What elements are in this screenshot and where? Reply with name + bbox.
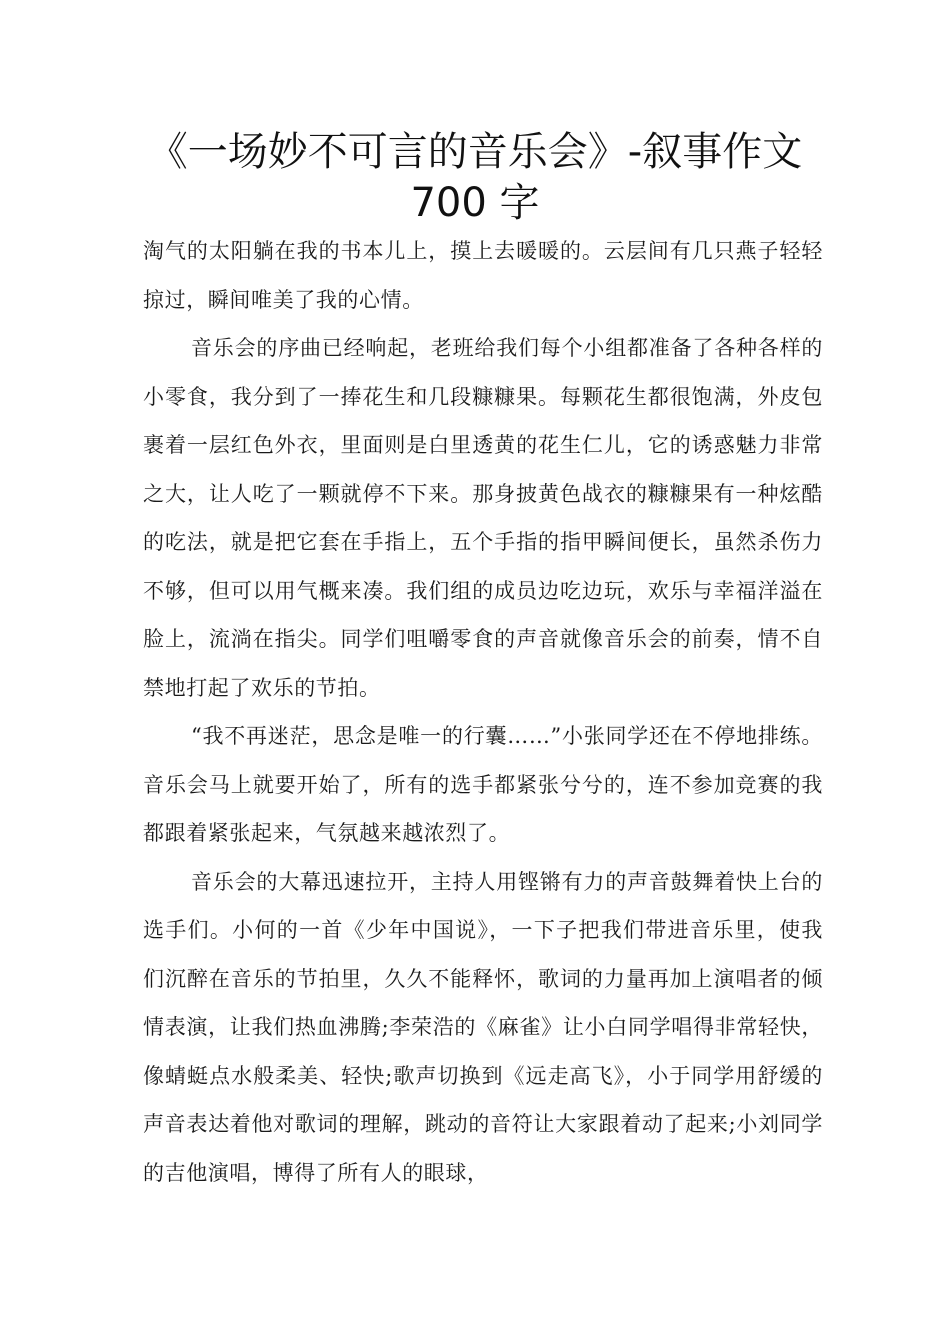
document-title: 《一场妙不可言的音乐会》-叙事作文 xyxy=(147,129,803,175)
document-title-word-count: 700 字 xyxy=(410,180,540,226)
paragraph-4: 音乐会的大幕迅速拉开，主持人用铿锵有力的声音鼓舞着快上台的选手们。小何的一首《少年中国说》，一下子把我们带进音乐里，使我们沉醉在音乐的节拍里，久久不能释怀，歌词的力量再加上演唱者的倾情表演，让我们热血沸腾;李荣浩的《麻雀》让小白同学唱得非常轻快，像蜻蜓点水般柔美、轻快;歌声切换到《远走高飞》，小于同学用舒缓的声音表达着他对歌词的理解，跳动的音符让大家跟着动了起来;小刘同学的吉他演唱，博得了所有人的眼球， xyxy=(143,869,823,1185)
paragraph-2: 音乐会的序曲已经响起，老班给我们每个小组都准备了各种各样的小零食，我分到了一捧花生和几段糠糠果。每颗花生都很饱满，外皮包裹着一层红色外衣，里面则是白里透黄的花生仁儿，它的诱惑魅力非常之大，让人吃了一颗就停不下来。那身披黄色战衣的糠糠果有一种炫酷的吃法，就是把它套在手指上，五个手指的指甲瞬间便长，虽然杀伤力不够，但可以用气概来凑。我们组的成员边吃边玩，欢乐与幸福洋溢在脸上，流淌在指尖。同学们咀嚼零食的声音就像音乐会的前奏，情不自禁地打起了欢乐的节拍。 xyxy=(143,336,823,700)
paragraph-3: “我不再迷茫，思念是唯一的行囊……”小张同学还在不停地排练。音乐会马上就要开始了，所有的选手都紧张兮兮的，连不参加竞赛的我都跟着紧张起来，气氛越来越浓烈了。 xyxy=(143,724,823,845)
essay-body xyxy=(143,227,823,1197)
paragraph-1: 淘气的太阳躺在我的书本儿上，摸上去暖暖的。云层间有几只燕子轻轻掠过，瞬间唯美了我的心情。 xyxy=(143,239,823,312)
